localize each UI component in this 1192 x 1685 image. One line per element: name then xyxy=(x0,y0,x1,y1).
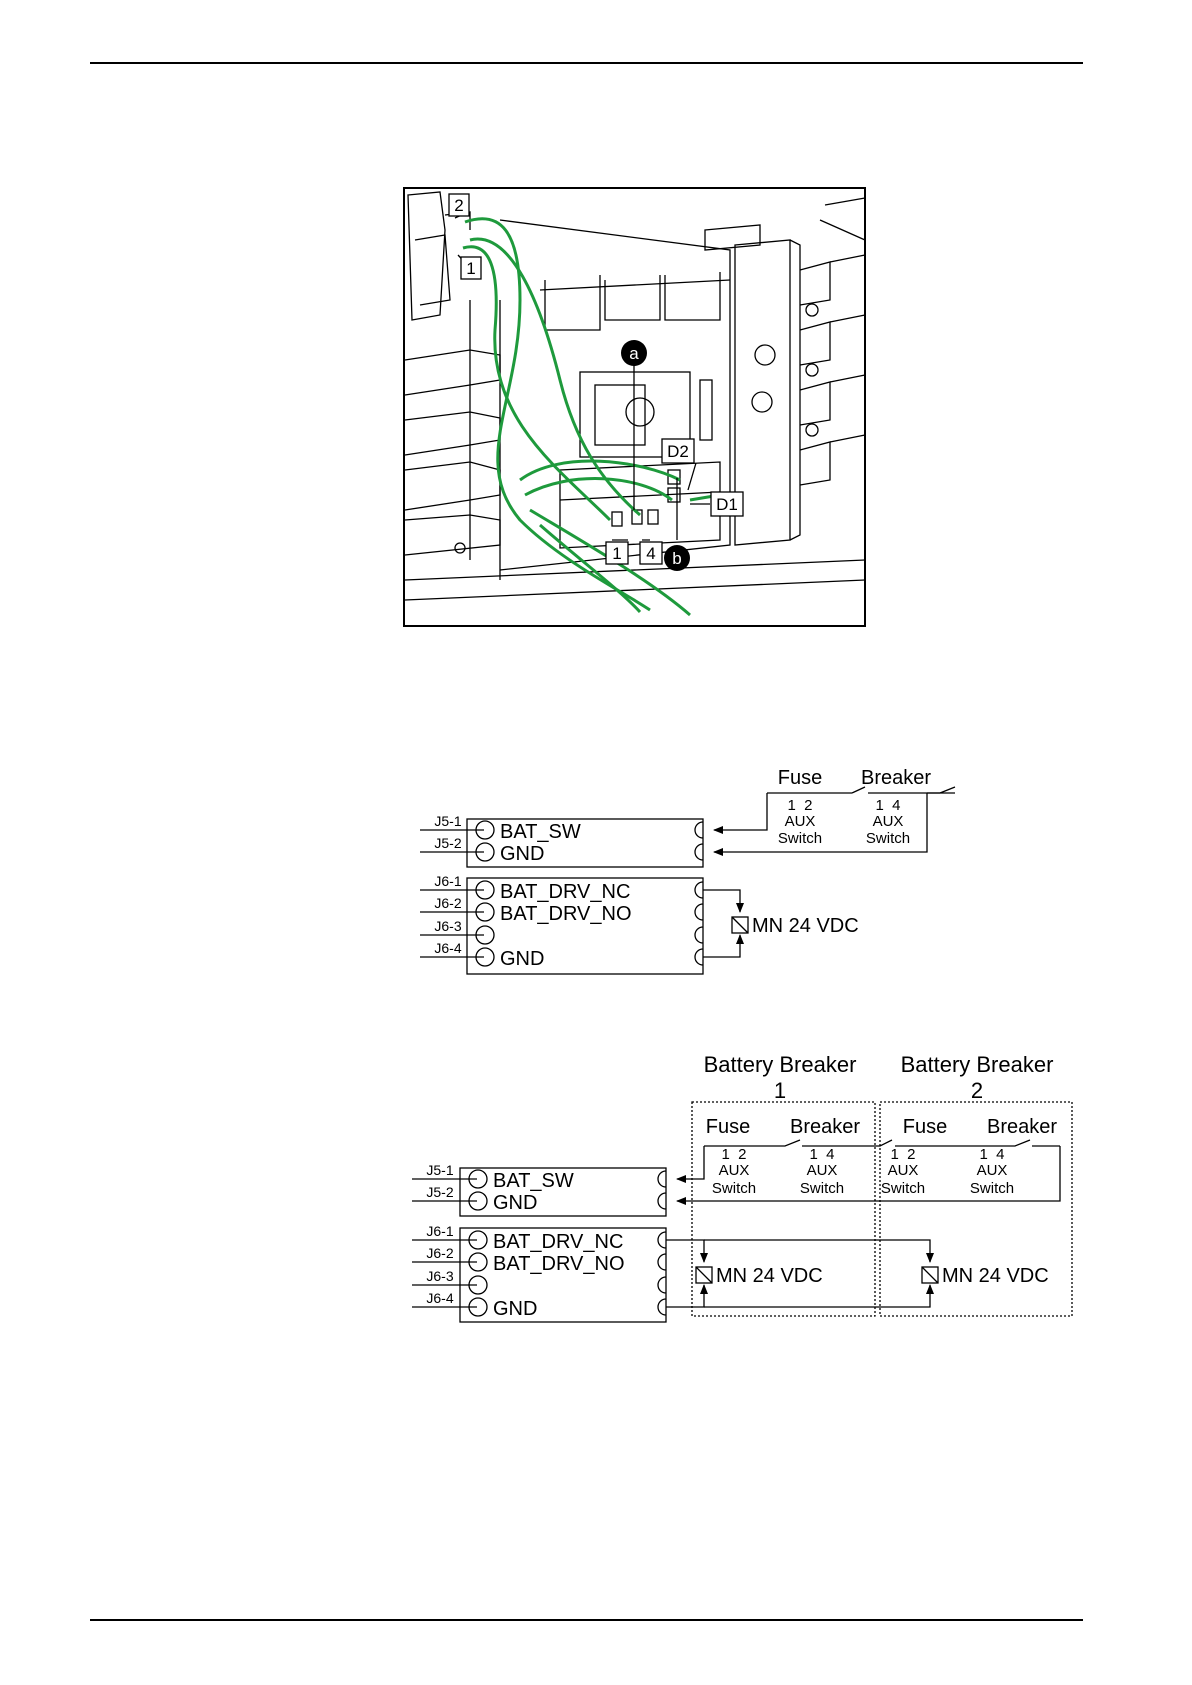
svg-text:J6-3: J6-3 xyxy=(434,918,462,934)
svg-text:2: 2 xyxy=(454,196,464,215)
svg-text:GND: GND xyxy=(500,948,545,970)
svg-text:1 2: 1 2 xyxy=(890,1146,916,1163)
svg-text:J6-2: J6-2 xyxy=(434,895,462,911)
callout-1-top xyxy=(461,257,481,279)
svg-text:AUX: AUX xyxy=(806,1162,838,1179)
callout-4-bottom xyxy=(640,542,662,564)
svg-text:AUX: AUX xyxy=(872,813,904,830)
svg-text:J6-1: J6-1 xyxy=(434,873,462,889)
svg-text:GND: GND xyxy=(493,1298,538,1320)
svg-text:J6-4: J6-4 xyxy=(426,1290,454,1306)
svg-text:BAT_SW: BAT_SW xyxy=(500,821,581,843)
callout-2-top xyxy=(449,194,469,216)
svg-text:J6-1: J6-1 xyxy=(426,1223,454,1239)
installation-illustration xyxy=(404,188,865,626)
svg-text:4: 4 xyxy=(646,544,656,563)
svg-text:Switch: Switch xyxy=(711,1180,757,1197)
svg-text:1: 1 xyxy=(612,544,622,563)
callout-a xyxy=(621,340,647,366)
callout-d2 xyxy=(662,439,694,463)
svg-text:GND: GND xyxy=(493,1192,538,1214)
fuse-label: Fuse xyxy=(777,767,823,789)
battery-breaker-1-title: Battery Breaker xyxy=(703,1052,857,1077)
callout-d1 xyxy=(711,492,743,516)
svg-text:1: 1 xyxy=(466,259,476,278)
svg-text:1 4: 1 4 xyxy=(875,797,901,814)
svg-text:J5-2: J5-2 xyxy=(426,1184,454,1200)
svg-text:AUX: AUX xyxy=(887,1162,919,1179)
svg-text:J6-3: J6-3 xyxy=(426,1268,454,1284)
svg-text:Switch: Switch xyxy=(969,1180,1015,1197)
svg-text:AUX: AUX xyxy=(784,813,816,830)
svg-text:Switch: Switch xyxy=(777,830,823,847)
svg-text:GND: GND xyxy=(500,843,545,865)
svg-text:D1: D1 xyxy=(716,495,738,514)
svg-text:AUX: AUX xyxy=(718,1162,750,1179)
mn-coil-1-label: MN 24 VDC xyxy=(716,1265,823,1287)
svg-text:BAT_DRV_NC: BAT_DRV_NC xyxy=(500,881,631,903)
diagram1-labels xyxy=(434,767,931,970)
svg-text:J5-2: J5-2 xyxy=(434,835,462,851)
svg-text:J5-1: J5-1 xyxy=(434,813,462,829)
svg-text:1 2: 1 2 xyxy=(721,1146,747,1163)
svg-text:b: b xyxy=(672,549,682,568)
svg-text:a: a xyxy=(629,344,639,363)
svg-text:BAT_DRV_NO: BAT_DRV_NO xyxy=(500,903,632,925)
mn-coil-2-label: MN 24 VDC xyxy=(942,1265,1049,1287)
svg-text:Switch: Switch xyxy=(880,1180,926,1197)
svg-text:BAT_SW: BAT_SW xyxy=(493,1170,574,1192)
svg-text:1 2: 1 2 xyxy=(787,797,813,814)
svg-text:J5-1: J5-1 xyxy=(426,1162,454,1178)
battery-breaker-2-title: Battery Breaker xyxy=(900,1052,1054,1077)
breaker-label: Breaker xyxy=(860,767,932,789)
svg-text:BAT_DRV_NC: BAT_DRV_NC xyxy=(493,1231,624,1253)
svg-text:Switch: Switch xyxy=(865,830,911,847)
svg-text:1 4: 1 4 xyxy=(809,1146,835,1163)
svg-text:BAT_DRV_NO: BAT_DRV_NO xyxy=(493,1253,625,1275)
callout-1-bottom xyxy=(606,542,628,564)
svg-text:J6-4: J6-4 xyxy=(434,940,462,956)
svg-text:D2: D2 xyxy=(667,442,689,461)
svg-text:1: 1 xyxy=(773,1078,787,1103)
svg-text:Breaker: Breaker xyxy=(789,1116,861,1138)
svg-text:1 4: 1 4 xyxy=(979,1146,1005,1163)
svg-text:Switch: Switch xyxy=(799,1180,845,1197)
mn-coil-label: MN 24 VDC xyxy=(752,915,859,937)
svg-text:Fuse: Fuse xyxy=(705,1116,751,1138)
svg-text:Breaker: Breaker xyxy=(986,1116,1058,1138)
svg-text:J6-2: J6-2 xyxy=(426,1245,454,1261)
svg-text:Fuse: Fuse xyxy=(902,1116,948,1138)
diagram2-labels xyxy=(426,1052,1057,1320)
svg-text:AUX: AUX xyxy=(976,1162,1008,1179)
callout-b xyxy=(664,545,690,571)
svg-text:2: 2 xyxy=(970,1078,984,1103)
